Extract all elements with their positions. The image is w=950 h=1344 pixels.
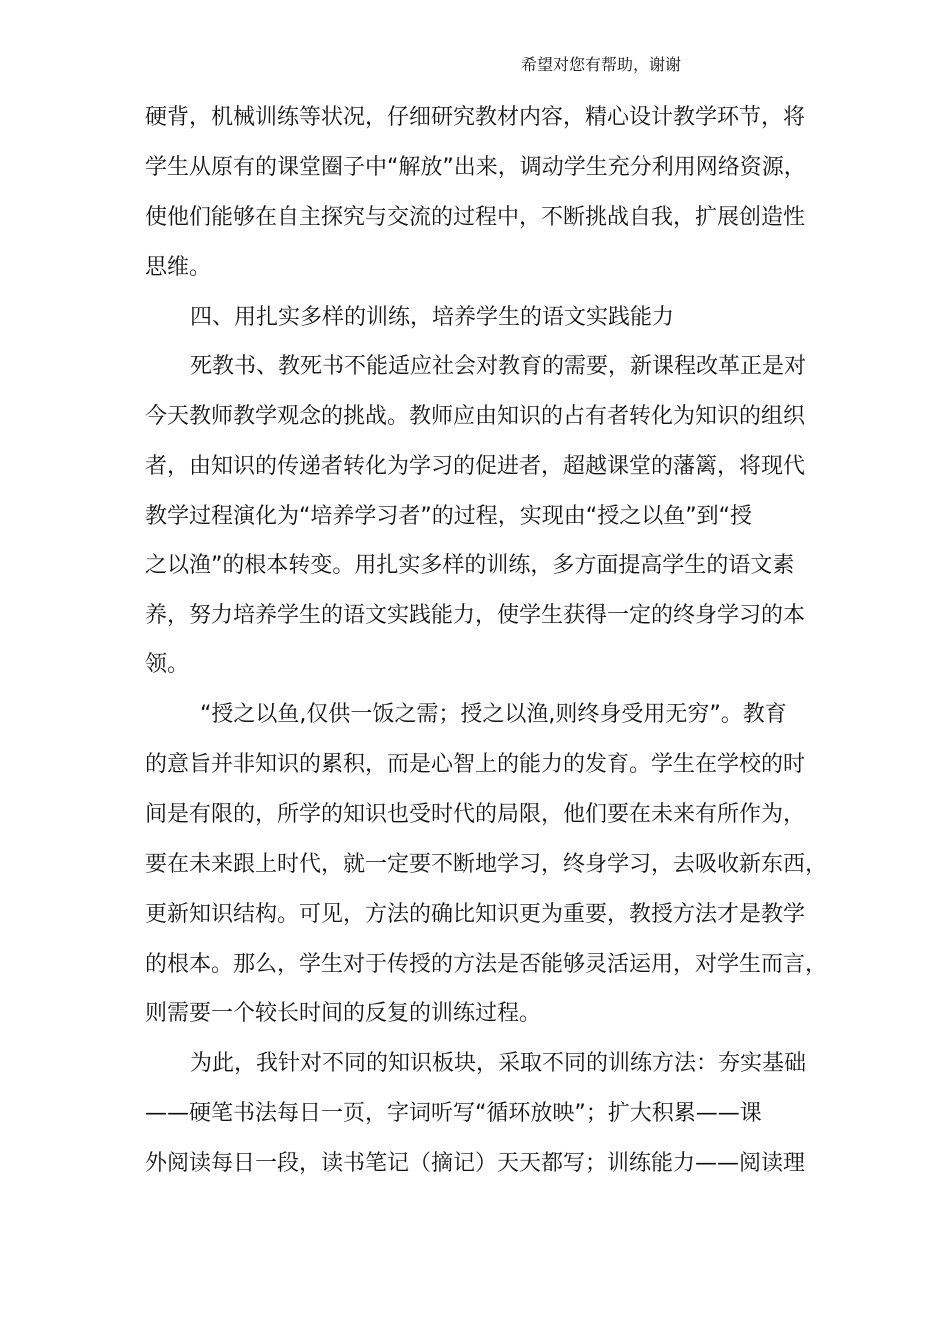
text-line: 的意旨并非知识的累积，而是心智上的能力的发育。学生在学校的时 [145, 752, 806, 777]
text-line: 的根本。那么，学生对于传授的方法是否能够灵活运用，对学生而言， [145, 952, 828, 977]
page-header-note: 希望对您有帮助，谢谢 [521, 55, 682, 74]
text-line: 间是有限的，所学的知识也受时代的局限，他们要在未来有所作为， [145, 802, 806, 827]
text-line: 今天教师教学观念的挑战。教师应由知识的占有者转化为知识的组织 [145, 404, 806, 429]
text-line: 硬背，机械训练等状况，仔细研究教材内容，精心设计教学环节，将 [145, 105, 806, 130]
text-line: 领。 [145, 652, 190, 677]
quote-line: “授之以鱼,仅供一饭之需；授之以渔,则终身受用无穷”。教育 [200, 702, 787, 727]
text-line: 养，努力培养学生的语文实践能力，使学生获得一定的终身学习的本 [145, 603, 806, 628]
text-line: 者，由知识的传递者转化为学习的促进者，超越课堂的藩篱，将现代 [145, 454, 806, 479]
text-line: 更新知识结构。可见，方法的确比知识更为重要，教授方法才是教学 [145, 902, 806, 927]
text-line: 学生从原有的课堂圈子中“解放”出来，调动学生充分利用网络资源， [145, 155, 806, 180]
text-line: 使他们能够在自主探究与交流的过程中，不断挑战自我，扩展创造性 [145, 205, 806, 230]
text-line: 为此，我针对不同的知识板块，采取不同的训练方法：夯实基础 [190, 1051, 807, 1076]
section-heading: 四、用扎实多样的训练，培养学生的语文实践能力 [190, 305, 675, 330]
text-line: 死教书、教死书不能适应社会对教育的需要，新课程改革正是对 [190, 354, 807, 379]
text-line: ——硬笔书法每日一页，字词听写“循环放映”；扩大积累——课 [145, 1101, 762, 1126]
text-line: 则需要一个较长时间的反复的训练过程。 [145, 1001, 542, 1026]
text-line: 之以渔”的根本转变。用扎实多样的训练，多方面提高学生的语文素 [145, 553, 795, 578]
text-line: 教学过程演化为“培养学习者”的过程，实现由“授之以鱼”到“授 [145, 504, 752, 529]
text-line: 外阅读每日一段，读书笔记（摘记）天天都写；训练能力——阅读理 [145, 1151, 806, 1176]
text-line: 思维。 [145, 255, 212, 280]
text-line: 要在未来跟上时代，就一定要不断地学习，终身学习，去吸收新东西， [145, 852, 828, 877]
